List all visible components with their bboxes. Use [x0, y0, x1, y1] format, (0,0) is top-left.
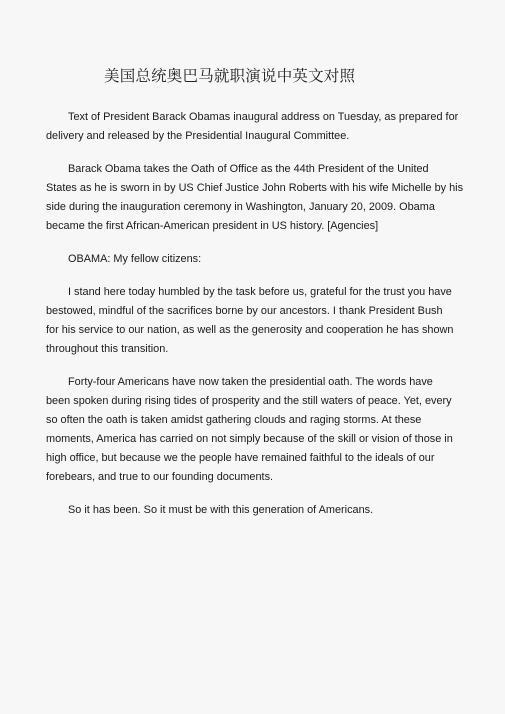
text-line: bestowed, mindful of the sacrifices borne by our ancestors. I thank President Bush	[46, 305, 443, 317]
text-line: So it has been. So it must be with this generation of Americans.	[68, 504, 374, 516]
paragraph-greeting	[46, 250, 474, 269]
text-line: high office, but because we the people have remained faithful to the ideals of our	[46, 452, 435, 464]
text-line: for his service to our nation, as well as the generosity and cooperation he has shown	[46, 324, 454, 336]
document-title: 美国总统奥巴马就职演说中英文对照	[104, 67, 356, 85]
text-line: so often the oath is taken amidst gathering clouds and raging storms. At these	[46, 414, 422, 426]
text-line: became the first African-American president in US history. [Agencies]	[46, 220, 379, 232]
paragraph-generation	[46, 501, 474, 520]
text-line: forebears, and true to our founding documents.	[46, 471, 274, 483]
text-line: States as he is sworn in by US Chief Justice John Roberts with his wife Michelle by his	[46, 182, 464, 194]
paragraph-intro	[46, 108, 474, 146]
text-line: OBAMA: My fellow citizens:	[68, 253, 202, 265]
text-line: been spoken during rising tides of prosperity and the still waters of peace. Yet, every	[46, 395, 452, 407]
text-line: I stand here today humbled by the task before us, grateful for the trust you have	[68, 286, 452, 298]
paragraph-gratitude	[46, 283, 474, 359]
text-line: side during the inauguration ceremony in Washington, January 20, 2009. Obama	[46, 201, 435, 213]
text-line: Barack Obama takes the Oath of Office as the 44th President of the United	[68, 163, 429, 175]
paragraph-oath-history	[46, 373, 474, 487]
text-line: Text of President Barack Obamas inaugural address on Tuesday, as prepared for	[68, 111, 459, 123]
paragraph-oath-description	[46, 160, 474, 236]
document-body	[46, 108, 474, 534]
text-line: Forty-four Americans have now taken the presidential oath. The words have	[68, 376, 433, 388]
text-line: throughout this transition.	[46, 343, 169, 355]
text-line: moments, America has carried on not simply because of the skill or vision of those in	[46, 433, 453, 445]
text-line: delivery and released by the Presidential Inaugural Committee.	[46, 130, 350, 142]
